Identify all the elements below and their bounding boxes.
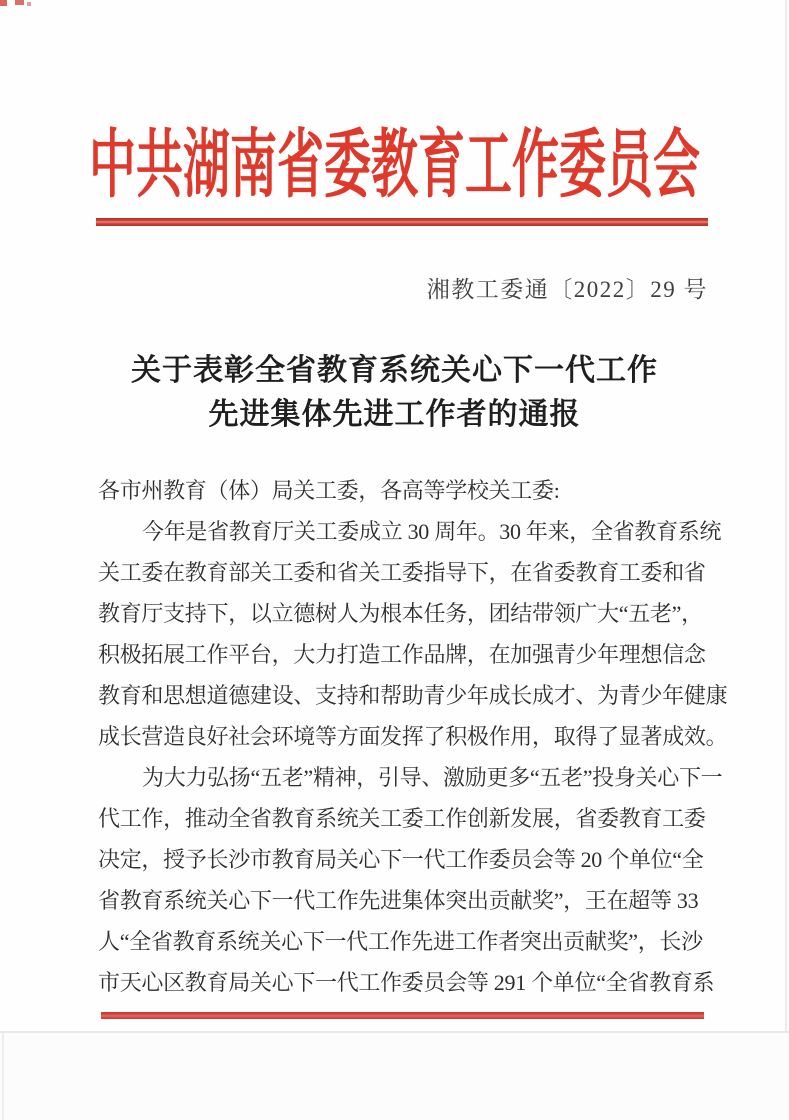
body-line: 为大力弘扬“五老”精神，引导、激励更多“五老”投身关心下一 xyxy=(142,765,723,790)
doc-number: 湘教工委通〔2022〕29 号 xyxy=(426,277,708,302)
body-line: 积极拓展工作平台，大力打造工作品牌，在加强青少年理想信念 xyxy=(98,642,706,667)
body-line: 代工作，推动全省教育系统关工委工作创新发展，省委教育工委 xyxy=(98,806,706,831)
doc-title-line2: 先进集体先进工作者的通报 xyxy=(208,398,581,431)
body-line: 市天心区教育局关心下一代工作委员会等 291 个单位“全省教育系 xyxy=(98,970,715,995)
doc-title-line1: 关于表彰全省教育系统关心下一代工作 xyxy=(131,354,658,387)
letterhead-red-rule xyxy=(96,218,708,226)
body-line: 今年是省教育厅关工委成立 30 周年。30 年来，全省教育系统 xyxy=(142,519,722,544)
body-line: 人“全省教育系统关心下一代工作先进工作者突出贡献奖”，长沙 xyxy=(98,929,703,954)
body-line: 关工委在教育部关工委和省关工委指导下，在省委教育工委和省 xyxy=(98,560,706,585)
page-left-edge xyxy=(2,1033,4,1120)
body-line: 教育厅支持下，以立德树人为根本任务，团结带领广大“五老”， xyxy=(98,601,703,626)
letterhead-org-name: 中共湖南省委教育工作委员会 xyxy=(89,125,700,208)
doc-title xyxy=(0,349,789,437)
body-line: 教育和思想道德建设、支持和帮助青少年成长成才、为青少年健康 xyxy=(98,683,728,708)
scan-speck xyxy=(0,0,7,6)
scan-speck xyxy=(15,0,24,5)
page-boundary xyxy=(0,1031,789,1120)
page-bottom-red-rule xyxy=(101,1012,704,1019)
body-line: 决定，授予长沙市教育局关心下一代工作委员会等 20 个单位“全 xyxy=(98,847,704,872)
body-line: 省教育系统关心下一代工作先进集体突出贡献奖”，王在超等 33 xyxy=(98,888,699,913)
letterhead xyxy=(0,125,789,208)
scan-speck xyxy=(27,2,31,6)
body-line: 成长营造良好社会环境等方面发挥了积极作用，取得了显著成效。 xyxy=(98,724,728,749)
salutation-line: 各市州教育（体）局关工委，各高等学校关工委: xyxy=(98,478,560,503)
doc-body xyxy=(98,470,728,1003)
